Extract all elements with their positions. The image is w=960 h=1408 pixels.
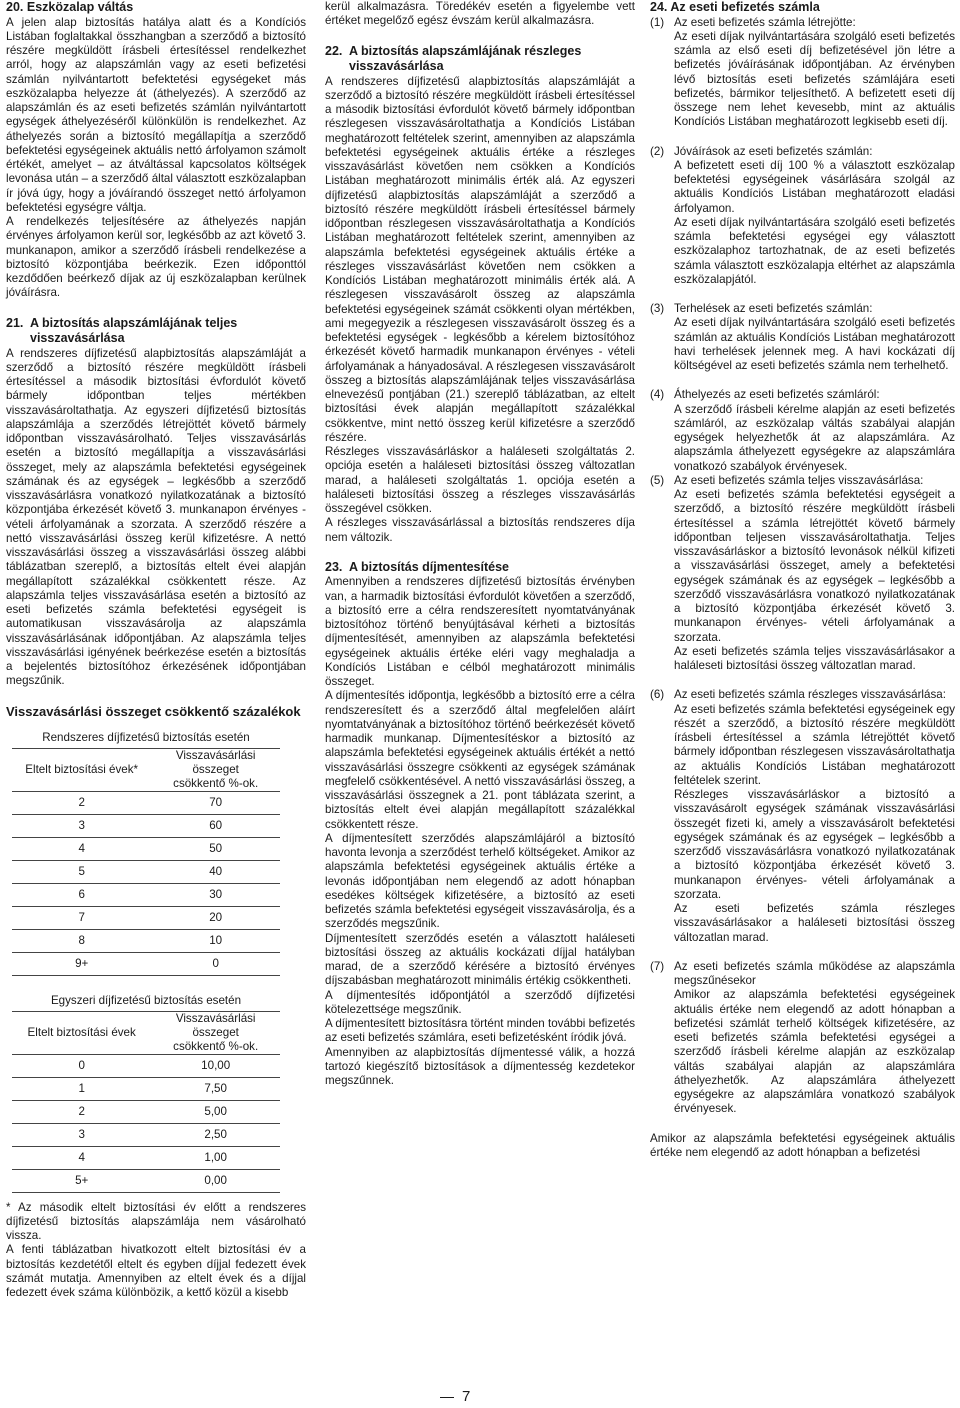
section-23-paragraph-7: Amennyiben az alapbiztosítás díjmentessé válik, a hozzá tartozó kiegészítő biztosítások a díjmentesség kezdetekor megszűnnek. (325, 1045, 635, 1087)
list-item (650, 474, 955, 674)
item-text: Amikor az alapszámla befektetési egységeinek aktuális értéke nem elegendő az adott hónapban a befizetési számlát terhelő költségek kifizetésére, az eseti befizetés számla befektetési egységei a szerződő írásbeli kérelme alapján az eszközalap váltás szabályai alapján az alapszámlára áthelyezhetők. Az alapszámlára áthelyezett egységekre az alapszámlára vonatkozó szabályok érvényesek. (674, 988, 955, 1116)
column-1 (6, 0, 306, 1300)
list-item (650, 16, 955, 130)
item-heading: Az eseti befizetés számla létrejötte: (674, 15, 856, 29)
section-20-title (6, 0, 306, 16)
section-22-heading: A biztosítás alapszámlájának részleges visszavásárlása (349, 43, 582, 73)
section-23 (325, 560, 635, 1089)
table-row: 5+ 0,00 (12, 1169, 280, 1192)
footnote-2: A fenti táblázatban hivatkozott eltelt biztosítási év a biztosítás kezdetétől eltelt és egyben díjjal fedezett évek számát mutatja. Amennyiben az eltelt évek és a díjjal fedezett évek száma különbözik, a kettő közül a kisebb (6, 1243, 306, 1299)
table-title: Visszavásárlási összeget csökkentő százalékok (6, 703, 301, 719)
table-header-years: Eltelt biztosítási évek* (12, 748, 151, 791)
list-item (650, 688, 955, 945)
item-text: Az eseti befizetés számla teljes visszavásárlásakor a haláleseti biztosítási összeg változatlan marad. (674, 644, 955, 672)
item-text: Részleges visszavásárláskor a biztosító a visszavásárolt egységek számának visszavásárlási összegét fizeti ki, amely a visszavásárolt befektetési egységek számának és az egységek – legkésőbb a szerződő visszavásárlásra vonatkozó nyilatkozatának a biztosító központjába érkezését követő 3. munkanapon érvényes- vételi árfolyamának a szorzata. (674, 788, 955, 901)
footnote-1: * Az második eltelt biztosítási év előtt a rendszeres díjfizetésű biztosítás alapszámlája nem vásárolható vissza. (6, 1200, 306, 1242)
section-23-number: 23. (325, 559, 343, 574)
tail-text: Amikor az alapszámla befektetési egységeinek aktuális értéke nem elegendő az adott hónapban a befizetési (650, 1131, 955, 1159)
table-row: 4 1,00 (12, 1146, 280, 1169)
page-number (440, 1388, 470, 1406)
section-21-number: 21. (6, 315, 24, 330)
table-row: 8 10 (12, 929, 280, 952)
section-22-title (325, 44, 635, 75)
table-row: 0 10,00 (12, 1054, 280, 1077)
item-number: (2) (650, 144, 665, 158)
section-23-paragraph-6: A díjmentesített biztosításra történt minden további befizetés az eseti befizetés számlára, eseti befizetésként íródik jóvá. (325, 1017, 635, 1045)
item-text: Az eseti befizetés számla befektetési egységeinek egy részét a szerződő, a biztosító részére megküldött írásbeli értesítéssel a számla létrejöttét követő bármely időpontban részlegesen visszavásároltathatja az aktuális Kondíciós Listában meghatározott feltételek szerint. (674, 702, 955, 787)
list-item (650, 960, 955, 1117)
continuation-text: kerül alkalmazásra. Töredékév esetén a figyelembe vett értéket megelőző egész évszám kerül alkalmazásra. (325, 0, 635, 28)
table-header-pct: Visszavásárlási összeget csökkentő %-ok. (151, 1011, 280, 1054)
item-text: Az eseti befizetés számla részleges visszavásárlásakor a haláleseti biztosítási összeg változatlan marad. (674, 902, 955, 944)
section-23-heading: A biztosítás díjmentesítése (349, 559, 509, 574)
table-row: 7 20 (12, 906, 280, 929)
section-24-heading: Az eseti befizetés számla (670, 0, 820, 14)
section-23-paragraph-1: Amennyiben a rendszeres díjfizetésű biztosítás érvényben van, a harmadik biztosítási évfordulót követően a szerződő, a biztosító erre a célra rendszeresített nyomtatványának biztosítóhoz történő benyújtásával kérheti a biztosítás díjmentesítését, amennyiben az alapszámla befektetési egységeinek aktuális értéke eléri vagy meghaladja a Kondíciós Listában e célból meghatározott minimális összeget. (325, 575, 635, 688)
section-20-paragraph-2: A rendelkezés teljesítésére az áthelyezés napján érvényes árfolyamon kerül sor, legkésőbb az azt követő 3. munkanapon, amikor a szerződő írásbeli rendelkezése a biztosító központjába beérkezik. Ezen időponttól kezdődően beérkező díjak az új eszközalapban kerülnek jóváírásra. (6, 215, 306, 300)
item-number: (1) (650, 15, 665, 29)
section-20-heading: Eszközalap váltás (26, 0, 134, 14)
column-2 (325, 0, 635, 1088)
page-number-value: 7 (462, 1388, 471, 1405)
section-21-paragraph-1: A rendszeres díjfizetésű alapbiztosítás alapszámláját a szerződő a biztosító részére megküldött írásbeli értesítéssel a második biztosítási évfordulót követő bármely időpontban teljes mértékben visszavásároltathatja. Az egyszeri díjfizetésű biztosítás alapszámlája a szerződés létrejöttét követő bármely időpontban visszavásárolható. Teljes visszavásárlás esetén a biztosító megállapítja a visszavásárlási összeget, mely az alapszámla befektetési egységeinek számának és az egységek – legkésőbb a szerződő visszavásárlásra vonatkozó nyilatkozatának a biztosító központjába érkezését követő 3. munkanapon érvényes - vételi árfolyamának a szorzata. A szerződő részére a nettó visszavásárlási összeg kerül kifizetésre. A nettó visszavásárlási összeg a visszavásárlási összeg alábbi táblázatban szereplő, a biztosítás eltelt évei alapján megállapított százalékkal csökkentett része. Az alapszámla teljes visszavásárlása esetén a biztosító az eseti befizetés számla befektetési egységeit is automatikusan visszavásárolja az alapszámla visszavásárlásának időpontjában. Az alapszámla teljes visszavásárlási igényének beérkezése esetén a biztosítás a bejelentés biztosítóhoz érkezésének időpontjában megszűnik. (6, 346, 306, 688)
section-24-title (650, 0, 955, 16)
table-row: 5 40 (12, 860, 280, 883)
table-caption: Egyszeri díjfizetésű biztosítás esetén (12, 991, 280, 1012)
footnote (6, 1201, 306, 1301)
section-23-title (325, 560, 635, 576)
table-header-pct: Visszavásárlási összeget csökkentő %-ok. (151, 748, 280, 791)
surrender-table-regular (12, 728, 280, 976)
column-3 (650, 0, 955, 1160)
item-number: (6) (650, 688, 665, 702)
item-text: Az eseti díjak nyilvántartására szolgáló eseti befizetés számlán az aktuális Kondíciós Listában meghatározott havi terhelések jelennek meg. A havi kockázati díj költségével az eseti befizetés számla nem terhelhető. (674, 316, 955, 372)
table-row: 6 30 (12, 883, 280, 906)
item-number: (5) (650, 473, 665, 487)
section-23-paragraph-4: Díjmentesített szerződés esetén a választott haláleseti biztosítási összeg az aktuális kockázati díjjal hatályban marad, de a szerződő kérésére a biztosító érvényes díjszabásban meghatározott minimális értékig csökkentheti. (325, 931, 635, 988)
section-23-paragraph-3: A díjmentesített szerződés alapszámlájáról a biztosító havonta levonja a szerződést terhelő költségeket. Amikor az alapszámla befektetési egységeinek aktuális értéke a levonás időpontjában nem elegendő az adott hónapban esedékes költségek kifizetésére, a biztosító az eseti befizetés számla befektetési egységeit visszavásárolja, és a szerződés megszűnik. (325, 831, 635, 931)
item-number: (7) (650, 959, 665, 973)
item-heading: Az eseti befizetés számla működése az alapszámla megszűnésekor (674, 959, 955, 987)
item-heading: Terhelések az eseti befizetés számlán: (674, 302, 873, 315)
list-item (650, 145, 955, 288)
section-22 (325, 44, 635, 545)
section-21 (6, 316, 306, 689)
item-heading: Az eseti befizetés számla részleges visszavásárlása: (674, 688, 946, 702)
item-text: Az eseti befizetés számla befektetési egységeit a szerződő, a biztosító részére megküldött írásbeli értesítéssel a számla létrejöttét követő bármely időpontban teljesen visszavásároltathatja. Teljes visszavásárláskor a biztosító levonások nélkül kifizeti a visszavásárlási összeget, amely a befektetési egységek számának és az egységek – legkésőbb a szerződő visszavásárlásra vonatkozó nyilatkozatának a biztosító központjába érkezését követő 3. munkanapon érvényes- vételi árfolyamának a szorzata. (674, 488, 955, 644)
item-heading: Áthelyezés az eseti befizetés számláról: (674, 388, 880, 402)
surrender-table-single (12, 991, 280, 1193)
item-heading: Az eseti befizetés számla teljes visszavásárlása: (674, 473, 924, 487)
section-20-number: 20. (6, 0, 24, 14)
table-row: 9+ 0 (12, 952, 280, 975)
section-22-number: 22. (325, 43, 343, 58)
section-23-paragraph-2: A díjmentesítés időpontja, legkésőbb a biztosító erre a célra rendszeresített és a szerződő által megfelelően aláírt nyomtatványának a biztosítóhoz történő beérkezését követő harmadik munkanap. Díjmentesítéskor a biztosító az alapszámla befektetési egységeinek aktuális értékét a nettó visszavásárlási összegre csökkenti az egységek számának megfelelő csökkentésével. A nettó visszavásárlási összeg, a visszavásárlási összegnek a 21. pont táblázata szerint, a biztosítás eltelt évei alapján megállapított százalékkal csökkentett része. (325, 689, 635, 831)
item-heading: Jóváírások az eseti befizetés számlán: (674, 144, 873, 158)
section-21-title (6, 316, 306, 347)
item-number: (4) (650, 388, 665, 402)
section-20-paragraph-1: A jelen alap biztosítás hatálya alatt és a Kondíciós Listában foglaltakkal összhangban a szerződő a biztosító részére megküldött írásbeli értesítéssel rendelkezhet arról, hogy az alapszámlán vagy az eseti befizetési számlán nyilvántartott befektetési egységeket más eszközalapba helyezze át (áthelyezés). A szerződő az alapszámlán és az eseti befizetés számlán nyilvántartott egységek áthelyezéséről különkülön is rendelkezhet. Az áthelyezés során a biztosító megállapítja a szerződő befektetési egységeinek aktuális nettó árfolyamon számolt értékét, amelyet – az átváltással kapcsolatos költségek levonása után – a szerződő által választott eszközalapban ír jóvá úgy, hogy a jóváírandó összeget nettó árfolyamon befektetési egységre váltja. (6, 15, 306, 214)
table-row: 2 70 (12, 791, 280, 814)
item-text: A befizetett eseti díj 100 % a választott eszközalap befektetési egységeinek vásárlására szolgál az aktuális Kondíciós Listában meghatározott eladási árfolyamon. (674, 158, 955, 215)
table-row: 1 7,50 (12, 1077, 280, 1100)
section-22-paragraph-3: A részleges visszavásárlással a biztosítás rendszeres díja nem változik. (325, 516, 635, 544)
list-item (650, 302, 955, 373)
table-caption: Rendszeres díjfizetésű biztosítás esetén (12, 728, 280, 749)
table-row: 2 5,00 (12, 1100, 280, 1123)
item-text: Az eseti díjak nyilvántartására szolgáló eseti befizetés számla befektetési egységei egy választott eszközalaphoz tartozhatnak, de az eseti befizetés számla választott eszközalapja eltérhet az alapszámla eszközalapjától. (674, 215, 955, 286)
section-21-heading: A biztosítás alapszámlájának teljes visszavásárlása (30, 315, 238, 345)
section-24-number: 24. (650, 0, 668, 14)
item-text: Az eseti díjak nyilvántartására szolgáló eseti befizetés számla az első eseti díj befizetésével jön létre a befizetés jóváírásának időpontjában. Az érvényben lévő biztosítás eseti befizetés számlájára eseti befizetés, bármikor teljesíthető. A befizetett eseti díj összege nem lehet kevesebb, mint az aktuális Kondíciós Listában meghatározott legkisebb eseti díj. (674, 29, 955, 129)
table-row: 3 2,50 (12, 1123, 280, 1146)
section-22-paragraph-1: A rendszeres díjfizetésű alapbiztosítás alapszámláját a szerződő a biztosító részére megküldött írásbeli értesítéssel a második biztosítási évfordulót követő bármely időpontban részlegesen visszavásároltathatja a Kondíciós Listában meghatározott feltételek szerint, amennyiben az alapszámla befektetési egységeinek aktuális értéke a részleges visszavásárlást követően nem csökken a Kondíciós Listában meghatározott minimális érték alá. Az egyszeri díjfizetésű alapbiztosítás alapszámláját a szerződő a biztosító részére megküldött írásbeli értesítéssel bármely időpontban részlegesen visszavásároltathatja a Kondíciós Listában meghatározott feltételek szerint, amennyiben az alapszámla befektetési egységeinek aktuális értéke a részleges visszavásárlást követően nem csökken a Kondíciós Listában meghatározott minimális érték alá. A részlegesen visszavásárolt összeg az alapszámla befektetési egységeinek számát csökkenti olyan mértékben, ami megegyezik a részlegesen visszavásárolt összeg és a befektetési egységek - legkésőbb a kérelem biztosítóhoz érkezését követő harmadik munkanapon érvényes - vételi árfolyamának a hányadosával. A részlegesen visszavásárolt összeg a biztosítás alapszámlájának teljes visszavásárlása elnevezésű pontjában (21.) szereplő táblázatban, az eltelt biztosítási évek alapján megállapított százalékkal csökkentve, mint nettó összeg kerül kifizetésre a szerződő részére. (325, 74, 635, 444)
item-number: (3) (650, 302, 665, 315)
item-text: A szerződő írásbeli kérelme alapján az eseti befizetés számláról, az eszközalap váltás szabályai alapján egységek helyezhetők át az alapszámlára. Az alapszámla áthelyezett egységekre az alapszámlára vonatkozó szabályok érvényesek. (674, 402, 955, 473)
page-dash (440, 1397, 454, 1398)
table-row: 4 50 (12, 837, 280, 860)
section-20 (6, 0, 306, 301)
section-22-paragraph-2: Részleges visszavásárláskor a haláleseti szolgáltatás 2. opciója esetén a haláleseti biztosítási összeg változatlan marad, a haláleseti szolgáltatás 1. opciója esetén a haláleseti biztosítási összeg a részleges visszavásárlás összegével csökken. (325, 445, 635, 515)
section-23-paragraph-5: A díjmentesítés időpontjától a szerződő díjfizetési kötelezettsége megszűnik. (325, 988, 635, 1016)
table-header-years: Eltelt biztosítási évek (12, 1011, 151, 1054)
table-row: 3 60 (12, 814, 280, 837)
list-item (650, 388, 955, 474)
